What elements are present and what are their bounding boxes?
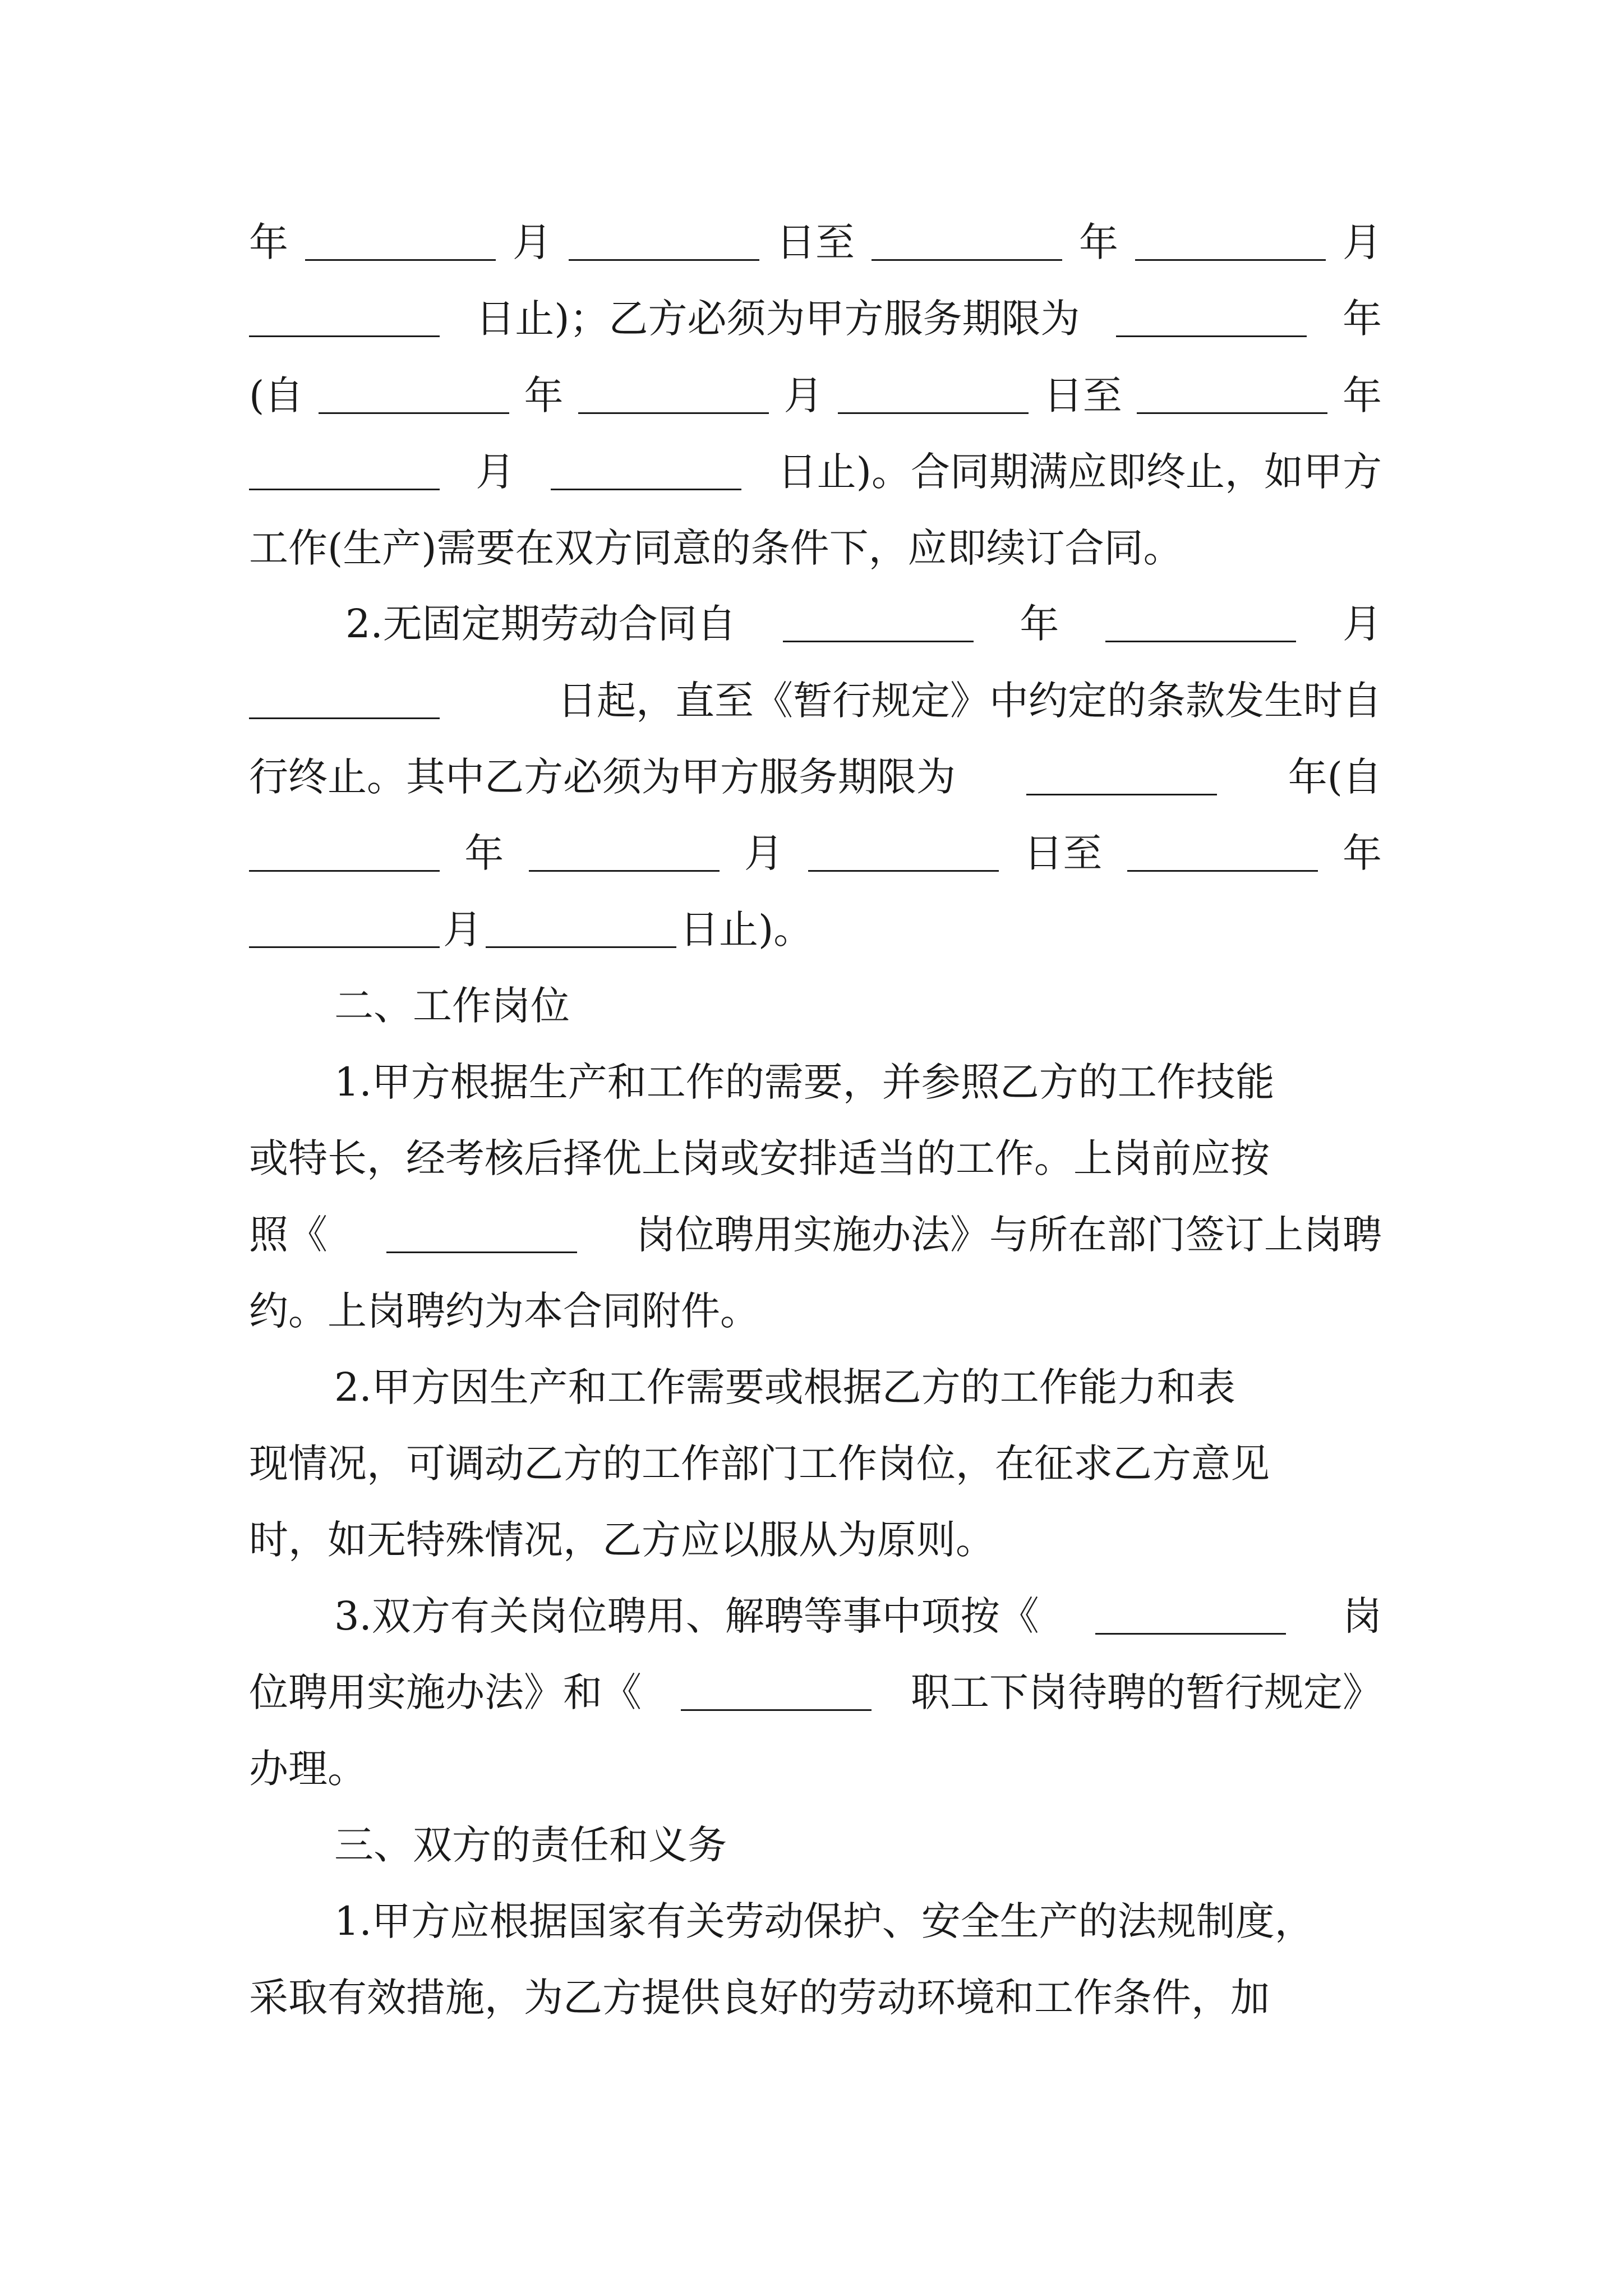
text-line bbox=[249, 1280, 1382, 1342]
text-segment: 年 bbox=[1079, 219, 1118, 265]
text-line bbox=[249, 1509, 1382, 1571]
text-line bbox=[249, 288, 1382, 349]
text-segment: 年 bbox=[524, 372, 564, 418]
fill-blank bbox=[319, 378, 509, 414]
fill-blank bbox=[249, 683, 440, 719]
text-line bbox=[249, 517, 1382, 579]
fill-blank bbox=[249, 912, 440, 948]
text-segment: 月 bbox=[513, 219, 552, 265]
text-segment: 岗位聘用实施办法》与所在部门签订上岗聘 bbox=[636, 1212, 1382, 1258]
text-line bbox=[249, 211, 1382, 273]
text-segment: 月 bbox=[443, 907, 482, 953]
text-segment: 1.甲方根据生产和工作的需要，并参照乙方的工作技能 bbox=[334, 1059, 1275, 1105]
text-line bbox=[249, 365, 1382, 426]
fill-blank bbox=[1137, 378, 1327, 414]
text-segment: 2.无固定期劳动合同自 bbox=[345, 601, 736, 647]
text-segment: 采取有效措施，为乙方提供良好的劳动环境和工作条件，加 bbox=[249, 1975, 1270, 2021]
text-segment: 职工下岗待聘的暂行规定》 bbox=[911, 1669, 1382, 1715]
text-segment: 日至 bbox=[776, 219, 855, 265]
fill-blank bbox=[1116, 301, 1307, 337]
text-segment: 日至 bbox=[1043, 372, 1122, 418]
text-line bbox=[334, 1585, 1382, 1647]
fill-blank bbox=[529, 835, 720, 872]
text-line bbox=[249, 1662, 1382, 1723]
text-segment: 约。上岗聘约为本合同附件。 bbox=[249, 1288, 759, 1334]
text-segment: 三、双方的责任和义务 bbox=[334, 1822, 727, 1868]
text-line bbox=[249, 1738, 1382, 1800]
fill-blank bbox=[486, 912, 676, 948]
text-segment: 年 bbox=[249, 219, 288, 265]
text-line bbox=[249, 746, 1382, 808]
fill-blank bbox=[808, 835, 999, 872]
text-line bbox=[249, 899, 1382, 960]
fill-blank bbox=[249, 301, 440, 337]
text-segment: 年 bbox=[1342, 830, 1382, 876]
text-segment: 照《 bbox=[249, 1212, 328, 1258]
fill-blank bbox=[569, 224, 759, 261]
text-segment: 年(自 bbox=[1288, 754, 1382, 800]
text-segment: 年 bbox=[1342, 296, 1382, 342]
text-segment: 日至 bbox=[1023, 830, 1103, 876]
fill-blank bbox=[1135, 224, 1326, 261]
text-line bbox=[334, 1890, 1382, 1952]
text-segment: 月 bbox=[744, 830, 783, 876]
text-segment: 月 bbox=[783, 372, 823, 418]
text-segment: 行终止。其中乙方必须为甲方服务期限为 bbox=[249, 754, 956, 800]
text-line bbox=[249, 441, 1382, 503]
text-segment: 月 bbox=[1342, 601, 1382, 647]
text-segment: 日止)。合同期满应即终止，如甲方 bbox=[777, 449, 1382, 495]
fill-blank bbox=[249, 454, 440, 490]
text-segment: 日止)；乙方必须为甲方服务期限为 bbox=[476, 296, 1080, 342]
fill-blank bbox=[386, 1217, 577, 1253]
text-segment: 日止)。 bbox=[680, 907, 813, 953]
text-segment: 1.甲方应根据国家有关劳动保护、安全生产的法规制度， bbox=[334, 1898, 1314, 1944]
text-segment: 日起，直至《暂行规定》中约定的条款发生时自 bbox=[557, 678, 1382, 724]
text-line bbox=[345, 593, 1382, 655]
fill-blank bbox=[1095, 1598, 1286, 1635]
fill-blank bbox=[872, 224, 1062, 261]
text-segment: 时，如无特殊情况，乙方应以服从为原则。 bbox=[249, 1517, 995, 1563]
text-segment: 位聘用实施办法》和《 bbox=[249, 1669, 642, 1715]
text-segment: 月 bbox=[1343, 219, 1382, 265]
text-segment: 3.双方有关岗位聘用、解聘等事中项按《 bbox=[334, 1593, 1039, 1639]
section-heading bbox=[334, 1814, 1382, 1876]
text-line bbox=[249, 1128, 1382, 1189]
fill-blank bbox=[1127, 835, 1318, 872]
text-segment: 岗 bbox=[1342, 1593, 1382, 1639]
text-segment: 年 bbox=[464, 830, 504, 876]
text-segment: 办理。 bbox=[249, 1746, 367, 1792]
fill-blank bbox=[551, 454, 741, 490]
text-segment: 2.甲方因生产和工作需要或根据乙方的工作能力和表 bbox=[334, 1364, 1235, 1410]
fill-blank bbox=[838, 378, 1029, 414]
text-segment: 现情况，可调动乙方的工作部门工作岗位，在征求乙方意见 bbox=[249, 1441, 1270, 1487]
section-heading bbox=[334, 975, 1382, 1037]
text-segment: (自 bbox=[249, 372, 304, 418]
text-line bbox=[249, 822, 1382, 884]
fill-blank bbox=[249, 835, 440, 872]
text-line bbox=[249, 670, 1382, 731]
text-line bbox=[334, 1051, 1382, 1113]
fill-blank bbox=[1026, 759, 1217, 795]
text-segment: 月 bbox=[476, 449, 515, 495]
text-line bbox=[334, 1356, 1382, 1418]
fill-blank bbox=[578, 378, 769, 414]
text-line bbox=[249, 1967, 1382, 2028]
fill-blank bbox=[783, 606, 974, 642]
fill-blank bbox=[305, 224, 496, 261]
text-line bbox=[249, 1204, 1382, 1266]
text-segment: 或特长，经考核后择优上岗或安排适当的工作。上岗前应按 bbox=[249, 1135, 1270, 1181]
text-line bbox=[249, 1433, 1382, 1494]
fill-blank bbox=[1105, 606, 1296, 642]
text-segment: 二、工作岗位 bbox=[334, 983, 570, 1029]
text-segment: 工作(生产)需要在双方同意的条件下，应即续订合同。 bbox=[249, 525, 1183, 571]
text-segment: 年 bbox=[1342, 372, 1382, 418]
fill-blank bbox=[681, 1674, 872, 1711]
text-segment: 年 bbox=[1020, 601, 1059, 647]
